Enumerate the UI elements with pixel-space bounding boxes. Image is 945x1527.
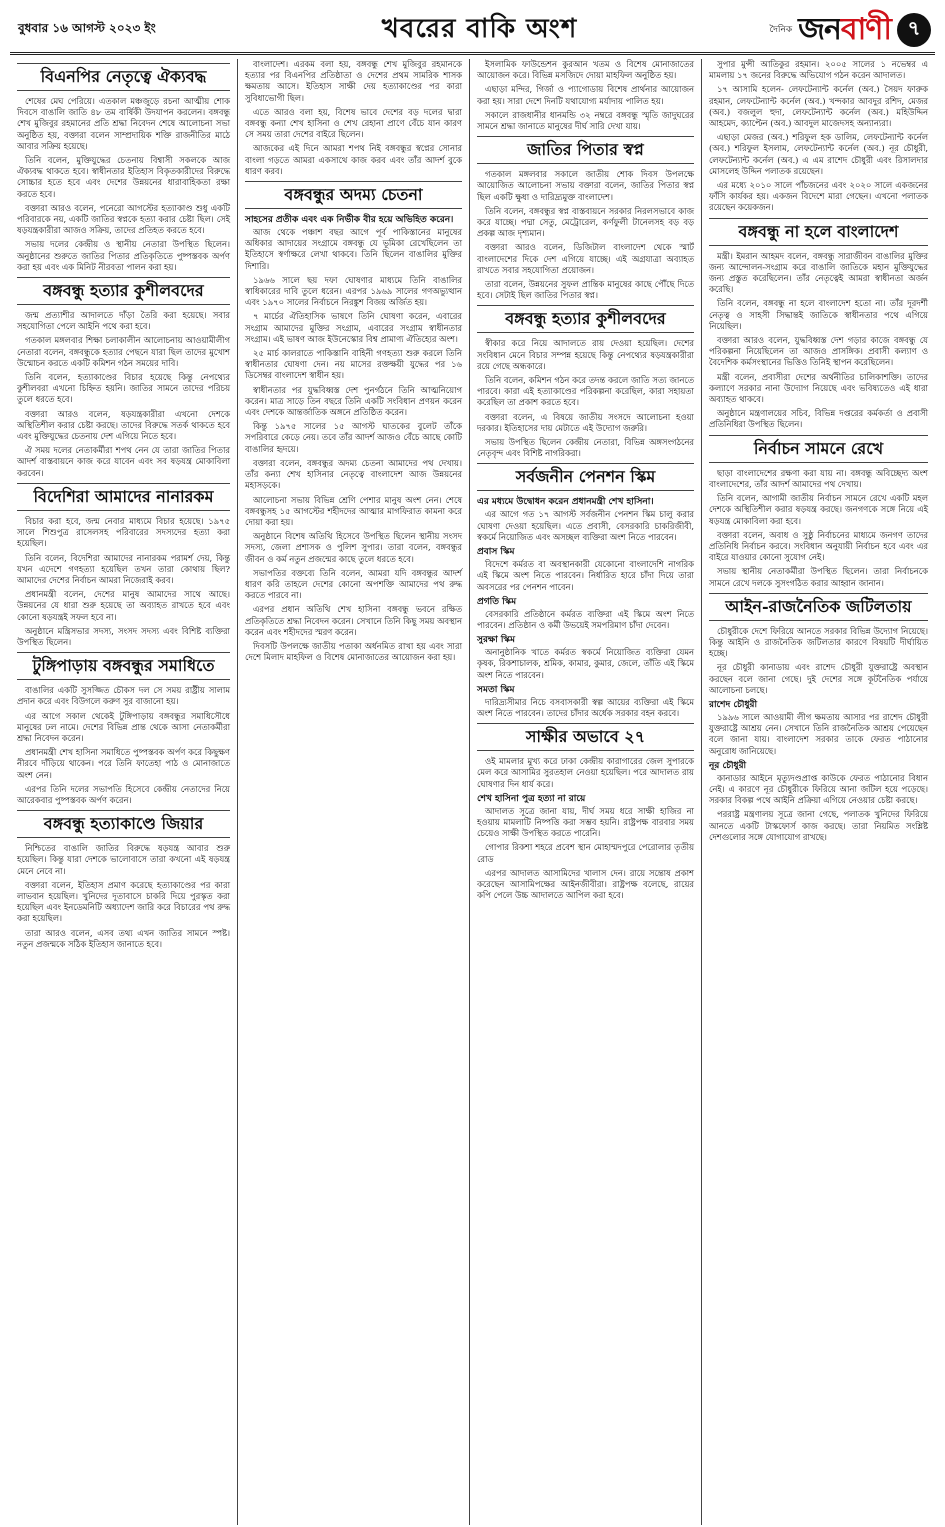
article-paragraph: অনুষ্ঠানে মন্ত্রিসভার সদস্য, সংসদ সদস্য এবং বিশিষ্ট ব্যক্তিরা উপস্থিত ছিলেন। [17, 625, 230, 647]
page-number: ৭ [897, 13, 931, 47]
article-paragraph: বক্তারা বলেন, ইতিহাস প্রমাণ করেছে হত্যাকাণ্ডের পর কারা লাভবান হয়েছিল। খুনিদের দূতাবাসে চাকরি দিয়ে পুরস্কৃত করা হয়েছিল এবং ইনডেমনিটি অধ্যাদেশ জারি করে বিচারের পথ রুদ্ধ করা হয়েছিল। [17, 879, 230, 924]
article-paragraph: প্রধানমন্ত্রী শেখ হাসিনা সমাধিতে পুষ্পস্তবক অর্পণ করে কিছুক্ষণ নীরবে দাঁড়িয়ে থাকেন। পরে তিনি ফাতেহা পাঠ ও মোনাজাতে অংশ নেন। [17, 747, 230, 780]
article-headline: বিএনপির নেতৃত্বে ঐক্যবদ্ধ [17, 63, 230, 91]
article-paragraph: তিনি বলেন, হত্যাকাণ্ডের বিচার হয়েছে কিন্তু নেপথ্যের কুশীলবরা এখনো চিহ্নিত হয়নি। জাতির সামনে তাদের পরিচয় তুলে ধরতে হবে। [17, 372, 230, 405]
article-paragraph: আদালত সূত্রে জানা যায়, দীর্ঘ সময় ধরে সাক্ষী হাজির না হওয়ায় মামলাটি নিষ্পত্তি করা সম্ভব হয়নি। রাষ্ট্রপক্ষ বারবার সময় চেয়েও সাক্ষী উপস্থিত করতে পারেনি। [477, 805, 694, 839]
article-paragraph: বাংলাদেশ। এরকম বলা হয়, বঙ্গবন্ধু শেখ মুজিবুর রহমানকে হত্যার পর বিএনপির প্রতিষ্ঠাতা ও দেশের প্রথম সামরিক শাসক ক্ষমতায় আসে। ইতিহাস সাক্ষী দেয় হত্যাকাণ্ডের পর কারা সুবিধাভোগী ছিল। [245, 59, 462, 103]
article-paragraph: বক্তারা আরও বলেন, পনেরো আগস্টের হত্যাকাণ্ড শুধু একটি পরিবারকে নয়, একটি জাতির স্বপ্নকে হত্যা করার চেষ্টা ছিল। সেই ষড়যন্ত্রকারীরা আজও সক্রিয়, তাদের প্রতিহত করতে হবে। [17, 202, 230, 236]
article-headline: সর্বজনীন পেনশন স্কিম [477, 463, 694, 491]
article-paragraph: বিদেশে কর্মরত বা অবস্থানকারী যেকোনো বাংলাদেশি নাগরিক এই স্কিমে অংশ নিতে পারবেন। নির্ধারিত হারে চাঁদা দিয়ে তারা অবসরের পর পেনশন পাবেন। [477, 559, 694, 592]
column-3 [470, 59, 702, 1525]
article-headline: বঙ্গবন্ধু হত্যার কুশীলবদের [17, 277, 230, 305]
brand-tagline: দৈনিক [769, 25, 793, 35]
article-paragraph: বক্তারা বলেন, এ বিষয়ে জাতীয় সংসদে আলোচনা হওয়া দরকার। ইতিহাসের দায় মেটাতে এই উদ্যোগ জরুরি। [477, 411, 694, 433]
article-paragraph: কিন্তু ১৯৭৫ সালের ১৫ আগস্ট ঘাতকের বুলেট তাঁকে সপরিবারে কেড়ে নেয়। তবে তাঁর আদর্শ আজও বেঁচে আছে কোটি বাঙালির হৃদয়ে। [245, 421, 462, 454]
article-subheading: শেখ হাসিনা পুত্র হত্যা না রায়ে [477, 793, 586, 804]
article-subheading: রাশেদ চৌধুরী [709, 699, 758, 710]
article-headline: আইন-রাজনৈতিক জটিলতায় [709, 593, 928, 621]
article-subheading: সমতা স্কিম [477, 684, 515, 695]
article-paragraph: সুপার মুন্সী আতিকুর রহমান। ২০০৫ সালের ১ নভেম্বর এ মামলায় ১৭ জনের বিরুদ্ধে অভিযোগ গঠন করেন আদালত। [709, 59, 928, 81]
article-paragraph: ইসলামিক ফাউন্ডেশন কুরআন খতম ও বিশেষ মোনাজাতের আয়োজন করে। বিভিন্ন মসজিদে দোয়া মাহফিল অনুষ্ঠিত হয়। [477, 59, 694, 81]
article-paragraph: আজকের এই দিনে আমরা শপথ নিই বঙ্গবন্ধুর স্বপ্নের সোনার বাংলা গড়তে আমরা একসাথে কাজ করব এবং তাঁর আদর্শ বুকে ধারণ করব। [245, 143, 462, 176]
article-headline: টুঙ্গিপাড়ায় বঙ্গবন্ধুর সমাধিতে [17, 652, 230, 680]
article-paragraph: এছাড়া মেজর (অব.) শরিফুল হক ডালিম, লেফটেন্যান্ট কর্নেল (অব.) শরিফুল ইসলাম, লেফটেন্যান্ট কর্নেল (অব.) নূর চৌধুরী, লেফটেন্যান্ট কর্নেল (অব.) এ এম রাশেদ চৌধুরী এবং রিসালদার মোসলেহ উদ্দিন পলাতক রয়েছেন। [709, 132, 928, 176]
article-paragraph: বক্তারা আরও বলেন, যুদ্ধবিধ্বস্ত দেশ গড়ার কাজে বঙ্গবন্ধু যে পরিকল্পনা নিয়েছিলেন তা আজও প্রাসঙ্গিক। প্রবাসী কল্যাণ ও বৈদেশিক কর্মসংস্থানের ভিত্তিও তিনিই স্থাপন করেছিলেন। [709, 335, 928, 368]
article-paragraph: তিনি বলেন, বঙ্গবন্ধুর স্বপ্ন বাস্তবায়নে সরকার নিরলসভাবে কাজ করে যাচ্ছে। পদ্মা সেতু, মেট্রোরেল, কর্ণফুলী টানেলসহ বড় বড় প্রকল্প আজ দৃশ্যমান। [477, 205, 694, 239]
article-headline: সাক্ষীর অভাবে ২৭ [477, 723, 694, 751]
article-headline: বঙ্গবন্ধু হত্যার কুশীলবদের [477, 305, 694, 333]
article-paragraph: দিবসটি উপলক্ষে জাতীয় পতাকা অর্ধনমিত রাখা হয় এবং সারা দেশে মিলাদ মাহফিল ও বিশেষ মোনাজাতের আয়োজন করা হয়। [245, 640, 462, 663]
article-headline: বঙ্গবন্ধু না হলে বাংলাদেশ [709, 218, 928, 246]
article-paragraph: মন্ত্রী বলেন, প্রবাসীরা দেশের অর্থনীতির চালিকাশক্তি। তাদের কল্যাণে সরকার নানা উদ্যোগ নিয়েছে এবং ভবিষ্যতেও এই ধারা অব্যাহত থাকবে। [709, 371, 928, 405]
newspaper-logo [798, 5, 891, 56]
masthead [10, 8, 935, 55]
article-paragraph: স্বীকার করে নিয়ে আদালতে রায় দেওয়া হয়েছিল। দেশের সংবিধান মেনে বিচার সম্পন্ন হয়েছে কিন্তু নেপথ্যের ষড়যন্ত্রকারীরা রয়ে গেছে অন্ধকারে। [477, 338, 694, 371]
article-subheading: প্রবাস স্কিম [477, 547, 515, 558]
article-paragraph: বক্তারা আরও বলেন, ডিজিটাল বাংলাদেশ থেকে স্মার্ট বাংলাদেশের দিকে দেশ এগিয়ে যাচ্ছে। এই অগ্রযাত্রা অব্যাহত রাখতে সবার সহযোগিতা প্রয়োজন। [477, 242, 694, 275]
article-paragraph: প্রধানমন্ত্রী বলেন, দেশের মানুষ আমাদের সাথে আছে। উন্নয়নের যে ধারা শুরু হয়েছে তা অব্যাহত রাখতে হবে এবং কোনো ষড়যন্ত্রই সফল হবে না। [17, 589, 230, 622]
article-paragraph: সকালে রাজধানীর ধানমন্ডি ৩২ নম্বরে বঙ্গবন্ধু স্মৃতি জাদুঘরের সামনে শ্রদ্ধা জানাতে মানুষের দীর্ঘ সারি দেখা যায়। [477, 109, 694, 132]
brand [711, 5, 935, 56]
article-paragraph: এরপর তিনি দলের সভাপতি হিসেবে কেন্দ্রীয় নেতাদের নিয়ে আরেকবার পুষ্পস্তবক অর্পণ করেন। [17, 783, 230, 805]
column-4 [702, 59, 935, 1525]
article-subheading: নূর চৌধুরী [709, 760, 747, 771]
article-paragraph: তিনি বলেন, বিদেশিরা আমাদের নানারকম পরামর্শ দেয়, কিন্তু যখন এদেশে গণহত্যা হয়েছিল তখন তারা কোথায় ছিল? আমাদের দেশের নির্বাচন আমরা নিজেরাই করব। [17, 552, 230, 585]
article-paragraph: তিনি বলেন, বঙ্গবন্ধু না হলে বাংলাদেশ হতো না। তাঁর দূরদর্শী নেতৃত্ব ও সাহসী সিদ্ধান্তই জাতিকে স্বাধীনতার পথে এগিয়ে নিয়েছিল। [709, 298, 928, 331]
article-subheading: সুরক্ষা স্কিম [477, 635, 515, 646]
article-paragraph: অনুষ্ঠানে মন্ত্রণালয়ের সচিব, বিভিন্ন দপ্তরের কর্মকর্তা ও প্রবাসী প্রতিনিধিরা উপস্থিত ছিলেন। [709, 408, 928, 430]
article-paragraph: তিনি বলেন, মুক্তিযুদ্ধের চেতনায় বিশ্বাসী সকলকে আজ ঐক্যবদ্ধ থাকতে হবে। স্বাধীনতার ইতিহাস বিকৃতকারীদের বিরুদ্ধে সোচ্চার হতে হবে এবং দেশের উন্নয়নের ধারাবাহিকতা রক্ষা করতে হবে। [17, 155, 230, 199]
article-paragraph: অনুষ্ঠানে বিশেষ অতিথি হিসেবে উপস্থিত ছিলেন স্থানীয় সংসদ সদস্য, জেলা প্রশাসক ও পুলিশ সুপার। তারা বলেন, বঙ্গবন্ধুর জীবন ও কর্ম নতুন প্রজন্মের কাছে তুলে ধরতে হবে। [245, 531, 462, 564]
article-paragraph: বক্তারা বলেন, অবাধ ও সুষ্ঠু নির্বাচনের মাধ্যমে জনগণ তাদের প্রতিনিধি নির্বাচন করবে। সংবিধান অনুযায়ী নির্বাচন হবে এবং এর বাইরে যাওয়ার কোনো সুযোগ নেই। [709, 529, 928, 563]
article-paragraph: সভায় দলের কেন্দ্রীয় ও স্থানীয় নেতারা উপস্থিত ছিলেন। অনুষ্ঠানের শুরুতে জাতির পিতার প্রতিকৃতিতে পুষ্পস্তবক অর্পণ করা হয় এবং এক মিনিট নীরবতা পালন করা হয়। [17, 239, 230, 272]
article-headline: বঙ্গবন্ধু হত্যাকাণ্ডে জিয়ার [17, 810, 230, 838]
article-paragraph: এতে আরও বলা হয়, বিশেষ ভাবে দেশের বড় দলের দ্বারা বঙ্গবন্ধু কন্যা শেখ হাসিনা ও শেখ রেহানা প্রাণে বেঁচে যান কারণ সে সময় তারা দেশের বাইরে ছিলেন। [245, 106, 462, 140]
article-paragraph: ৭ মার্চের ঐতিহাসিক ভাষণে তিনি ঘোষণা করেন, এবারের সংগ্রাম আমাদের মুক্তির সংগ্রাম, এবারের সংগ্রাম স্বাধীনতার সংগ্রাম। এই ভাষণ আজ ইউনেস্কোর বিশ্ব প্রামাণ্য ঐতিহ্যের অংশ। [245, 311, 462, 344]
logo-part-1: জন [798, 11, 841, 47]
article-paragraph: বেসরকারি প্রতিষ্ঠানে কর্মরত ব্যক্তিরা এই স্কিমে অংশ নিতে পারবেন। প্রতিষ্ঠান ও কর্মী উভয়েই সমপরিমাণ চাঁদা দেবেন। [477, 608, 694, 630]
article-paragraph: তিনি বলেন, আগামী জাতীয় নির্বাচন সামনে রেখে একটি মহল দেশকে অস্থিতিশীল করার ষড়যন্ত্র করছে। জনগণকে সঙ্গে নিয়ে এই ষড়যন্ত্র মোকাবিলা করা হবে। [709, 493, 928, 526]
article-paragraph: জন্ম প্রত্যাশীর আদালতে দাঁড়া তৈরি করা হয়েছে। সবার সহযোগিতা পেলে আইনি পথে করা হবে। [17, 310, 230, 332]
article-paragraph: স্বাধীনতার পর যুদ্ধবিধ্বস্ত দেশ পুনর্গঠনে তিনি আত্মনিয়োগ করেন। মাত্র সাড়ে তিন বছরে তিনি একটি সংবিধান প্রণয়ন করেন এবং দেশকে আন্তর্জাতিক অঙ্গনে প্রতিষ্ঠিত করেন। [245, 384, 462, 418]
article-paragraph: শেষের মেঘ পেরিয়ে। এতকাল মঞ্চজুড়ে রচনা আত্মীয় শোক দিবসে বাঙালি জাতি ৪৮ তম বার্ষিকী উদযাপন করলেন। বঙ্গবন্ধু শেখ মুজিবুর রহমানের প্রতি শ্রদ্ধা নিবেদন শেষে আলোচনা সভা অনুষ্ঠিত হয়, বক্তারা বলেন সাম্প্রদায়িক শক্তি রাজনীতির মাঠে আবার সক্রিয় হয়েছে। [17, 96, 230, 151]
article-paragraph: এর মধ্যে ২০১০ সালে পাঁচজনের এবং ২০২০ সালে একজনের ফাঁসি কার্যকর হয়। একজন বিদেশে মারা গেছেন। এখনো পলাতক রয়েছেন কয়েকজন। [709, 180, 928, 213]
article-paragraph: মন্ত্রী। ইমরান আহমদ বলেন, বঙ্গবন্ধু সারাজীবন বাঙালির মুক্তির জন্য আন্দোলন-সংগ্রাম করে বাঙালি জাতিকে মহান মুক্তিযুদ্ধের জন্য প্রস্তুত করেছিলেন। তাঁর নেতৃত্বেই আমরা স্বাধীনতা অর্জন করেছি। [709, 250, 928, 295]
article-paragraph: এর আগে সকাল থেকেই টুঙ্গিপাড়ায় বঙ্গবন্ধুর সমাধিসৌধে মানুষের ঢল নামে। দেশের বিভিন্ন প্রান্ত থেকে আসা নেতাকর্মীরা শ্রদ্ধা নিবেদন করেন। [17, 710, 230, 743]
article-paragraph: ১৯৯৬ সালে আওয়ামী লীগ ক্ষমতায় আসার পর রাশেদ চৌধুরী যুক্তরাষ্ট্রে আশ্রয় নেন। সেখানে তিনি রাজনৈতিক আশ্রয় পেয়েছেন বলে জানা যায়। বাংলাদেশ সরকার তাকে ফেরত পাঠানোর অনুরোধ জানিয়েছে। [709, 711, 928, 756]
article-paragraph: এর আগে গত ১৭ আগস্ট সর্বজনীন পেনশন স্কিম চালু করার ঘোষণা দেওয়া হয়েছিল। এতে প্রবাসী, বেসরকারি চাকরিজীবী, স্বকর্মে নিয়োজিত এবং অসচ্ছল ব্যক্তিরা অংশ নিতে পারবেন। [477, 509, 694, 542]
article-paragraph: নূর চৌধুরী কানাডায় এবং রাশেদ চৌধুরী যুক্তরাষ্ট্রে অবস্থান করছেন বলে জানা গেছে। দুই দেশের সঙ্গে কূটনৈতিক পর্যায়ে আলোচনা চলছে। [709, 662, 928, 695]
article-paragraph: গোপার রিকশা শহরে প্রবেশ স্থান মোহাম্মদপুরে পেরোলার তৃতীয় রোড [477, 842, 694, 864]
article-paragraph: তারা আরও বলেন, এসব তথ্য এখন জাতির সামনে স্পষ্ট। নতুন প্রজন্মকে সঠিক ইতিহাস জানাতে হবে। [17, 927, 230, 949]
article-headline: জাতির পিতার স্বপ্ন [477, 136, 694, 164]
article-paragraph: সভাপতির বক্তব্যে তিনি বলেন, আমরা যদি বঙ্গবন্ধুর আদর্শ ধারণ করি তাহলে দেশের কোনো অপশক্তি আমাদের পথ রুদ্ধ করতে পারবে না। [245, 567, 462, 601]
article-headline: বঙ্গবন্ধুর অদম্য চেতনা [245, 181, 462, 209]
article-paragraph: তিনি বলেন, কমিশন গঠন করে তদন্ত করলে জাতি সত্য জানতে পারবে। কারা এই হত্যাকাণ্ডের পরিকল্পনা করেছিল, কারা সহায়তা করেছিল তা প্রকাশ করতে হবে। [477, 375, 694, 408]
article-paragraph: কানাডার আইনে মৃত্যুদণ্ডপ্রাপ্ত কাউকে ফেরত পাঠানোর বিধান নেই। এ কারণে নূর চৌধুরীকে ফিরিয়ে আনা জটিল হয়ে পড়েছে। সরকার বিকল্প পথে আইনি প্রক্রিয়া এগিয়ে নেওয়ার চেষ্টা করছে। [709, 772, 928, 806]
article-paragraph: পররাষ্ট্র মন্ত্রণালয় সূত্রে জানা গেছে, পলাতক খুনিদের ফিরিয়ে আনতে একটি টাস্কফোর্স কাজ করছে। তারা নিয়মিত সংশ্লিষ্ট দেশগুলোর সঙ্গে যোগাযোগ রাখছে। [709, 809, 928, 842]
column-2 [238, 59, 470, 1525]
article-paragraph: এরপর আদালত আসামিদের খালাস দেন। রায়ে সন্তোষ প্রকাশ করেছেন আসামিপক্ষের আইনজীবীরা। রাষ্ট্রপক্ষ বলেছে, রায়ের কপি পেলে উচ্চ আদালতে আপিল করা হবে। [477, 867, 694, 901]
article-paragraph: ঐ সময় দলের নেতাকর্মীরা শপথ নেন যে তারা জাতির পিতার আদর্শ বাস্তবায়নে কাজ করে যাবেন এবং সব ষড়যন্ত্র মোকাবিলা করবেন। [17, 445, 230, 478]
article-columns [10, 59, 935, 1525]
article-paragraph: গতকাল মঙ্গলবার শিক্ষা চলাকালীন আলোচনায় আওয়ামীলীগ নেতারা বলেন, বঙ্গবন্ধুকে হত্যার পেছনে যারা ছিল তাদের মুখোশ উন্মোচন করতে একটি কমিশন গঠন সময়ের দাবি। [17, 335, 230, 368]
article-subheading: সাহসের প্রতীক এবং এক নির্ভীক বীর হয়ে অভিহিত করেন। [245, 215, 454, 226]
article-paragraph: আজ থেকে পঞ্চাশ বছর আগে পূর্ব পাকিস্তানের মানুষের অধিকার আদায়ের সংগ্রামে বঙ্গবন্ধু যে ভূমিকা রেখেছিলেন তা ইতিহাসে স্বর্ণাক্ষরে লেখা থাকবে। তিনি ছিলেন বাঙালির মুক্তির দিশারি। [245, 227, 462, 271]
article-paragraph: ২৫ মার্চ কালরাতে পাকিস্তানি বাহিনী গণহত্যা শুরু করলে তিনি স্বাধীনতার ঘোষণা দেন। নয় মাসের রক্তক্ষয়ী যুদ্ধের পর ১৬ ডিসেম্বর বাংলাদেশ স্বাধীন হয়। [245, 348, 462, 381]
article-paragraph: নিশ্চিতের বাঙালি জাতির বিরুদ্ধে ষড়যন্ত্র আবার শুরু হয়েছিল। কিন্তু যারা দেশকে ভালোবাসে তারা কখনো এই ষড়যন্ত্র মেনে নেবে না। [17, 843, 230, 876]
article-paragraph: এছাড়া মন্দির, গির্জা ও প্যাগোডায় বিশেষ প্রার্থনার আয়োজন করা হয়। সারা দেশে দিনটি যথাযোগ্য মর্যাদায় পালিত হয়। [477, 84, 694, 106]
article-paragraph: অনানুষ্ঠানিক খাতে কর্মরত স্বকর্মে নিয়োজিত ব্যক্তিরা যেমন কৃষক, রিকশাচালক, শ্রমিক, কামার, কুমার, জেলে, তাঁতি এই স্কিমে অংশ নিতে পারবেন। [477, 647, 694, 680]
article-paragraph: এরপর প্রধান অতিথি শেখ হাসিনা বঙ্গবন্ধু ভবনে রক্ষিত প্রতিকৃতিতে শ্রদ্ধা নিবেদন করেন। সেখানে তিনি কিছু সময় অবস্থান করেন এবং শহীদদের স্মরণ করেন। [245, 604, 462, 637]
article-paragraph: চৌধুরীকে দেশে ফিরিয়ে আনতে সরকার বিভিন্ন উদ্যোগ নিয়েছে। কিন্তু আইনি ও রাজনৈতিক জটিলতার কারণে বিষয়টি দীর্ঘায়িত হচ্ছে। [709, 625, 928, 659]
article-paragraph: ওই মামলার মুখ্য করে ঢাকা কেন্দ্রীয় কারাগারের জেল সুপারকে মেল করে আসামির সুরতহাল নেওয়া হয়েছিল। পরে আদালত রায় ঘোষণার দিন ধার্য করে। [477, 756, 694, 789]
column-1 [10, 59, 238, 1525]
article-paragraph: দারিদ্র্যসীমার নিচে বসবাসকারী স্বল্প আয়ের ব্যক্তিরা এই স্কিমে অংশ নিতে পারবেন। তাদের চাঁদার অর্ধেক সরকার বহন করবে। [477, 696, 694, 718]
article-paragraph: বক্তারা বলেন, বঙ্গবন্ধুর অদম্য চেতনা আমাদের পথ দেখায়। তাঁর কন্যা শেখ হাসিনার নেতৃত্বে বাংলাদেশ আজ উন্নয়নের মহাসড়কে। [245, 457, 462, 491]
article-paragraph: সভায় উপস্থিত ছিলেন কেন্দ্রীয় নেতারা, বিভিন্ন অঙ্গসংগঠনের নেতৃবৃন্দ এবং বিশিষ্ট নাগরিকরা। [477, 437, 694, 459]
article-paragraph: বিচার করা হবে, জন্ম নেবার মাধ্যমে বিচার হয়েছে। ১৯৭৫ সালে শিশুপুত্র রাসেলসহ পরিবারের সদস্যদের হত্যা করা হয়েছিল। [17, 515, 230, 549]
issue-date: বুধবার ১৬ আগস্ট ২০২৩ ইং [18, 21, 156, 35]
logo-part-2: বাণী [840, 11, 891, 47]
article-paragraph: সভায় স্থানীয় নেতাকর্মীরা উপস্থিত ছিলেন। তারা নির্বাচনকে সামনে রেখে দলকে সুসংগঠিত করার আহ্বান জানান। [709, 566, 928, 588]
section-title: খবরের বাকি অংশ [381, 14, 578, 44]
article-paragraph: বাঙালির একটি সুসজ্জিত চৌকস দল সে সময় রাষ্ট্রীয় সালাম প্রদান করে এবং বিউগলে করুণ সুর বাজানো হয়। [17, 685, 230, 707]
article-subheading: এর মধ্যমে উদ্বোধন করেন প্রধানমন্ত্রী শেখ হাসিনা। [477, 497, 654, 508]
article-paragraph: ছাড়া বাংলাদেশের রক্ষণা করা যায় না। বঙ্গবন্ধু অবিচ্ছেদ্য অংশ বাংলাদেশের, তাঁর আদর্শ আমাদের পথ দেখায়। [709, 467, 928, 489]
article-paragraph: ১৯৬৬ সালে ছয় দফা ঘোষণার মাধ্যমে তিনি বাঙালির স্বাধিকারের দাবি তুলে ধরেন। এরপর ১৯৬৯ সালের গণঅভ্যুত্থান এবং ১৯৭০ সালের নির্বাচনে নিরঙ্কুশ বিজয় অর্জিত হয়। [245, 274, 462, 308]
article-paragraph: গতকাল মঙ্গলবার সকালে জাতীয় শোক দিবস উপলক্ষে আয়োজিত আলোচনা সভায় বক্তারা বলেন, জাতির পিতার স্বপ্ন ছিল একটি ক্ষুধা ও দারিদ্র্যমুক্ত বাংলাদেশ। [477, 169, 694, 202]
article-paragraph: আলোচনা সভায় বিভিন্ন শ্রেণি পেশার মানুষ অংশ নেন। শেষে বঙ্গবন্ধুসহ ১৫ আগস্টের শহীদদের আত্মার মাগফিরাত কামনা করে দোয়া করা হয়। [245, 494, 462, 527]
article-paragraph: বক্তারা আরও বলেন, ষড়যন্ত্রকারীরা এখনো দেশকে অস্থিতিশীল করার চেষ্টা করছে। তাদের বিরুদ্ধে সতর্ক থাকতে হবে এবং মুক্তিযুদ্ধের চেতনায় দেশ এগিয়ে নিতে হবে। [17, 408, 230, 442]
article-subheading: প্রগতি স্কিম [477, 596, 517, 607]
article-headline: বিদেশিরা আমাদের নানারকম [17, 483, 230, 511]
article-headline: নির্বাচন সামনে রেখে [709, 435, 928, 463]
article-paragraph: তারা বলেন, উন্নয়নের সুফল প্রান্তিক মানুষের কাছে পৌঁছে দিতে হবে। সেটাই ছিল জাতির পিতার স্বপ্ন। [477, 279, 694, 301]
article-paragraph: ১৭ আসামি হলেন- লেফটেন্যান্ট কর্নেল (অব.) সৈয়দ ফারুক রহমান, লেফটেন্যান্ট কর্নেল (অব.) খন্দকার আবদুর রশিদ, মেজর (অব.) বজলুল হুদা, লেফটেন্যান্ট কর্নেল (অব.) মহিউদ্দিন আহমেদ, ক্যাপ্টেন (অব.) আবদুল মাজেদসহ অন্যান্যরা। [709, 84, 928, 129]
